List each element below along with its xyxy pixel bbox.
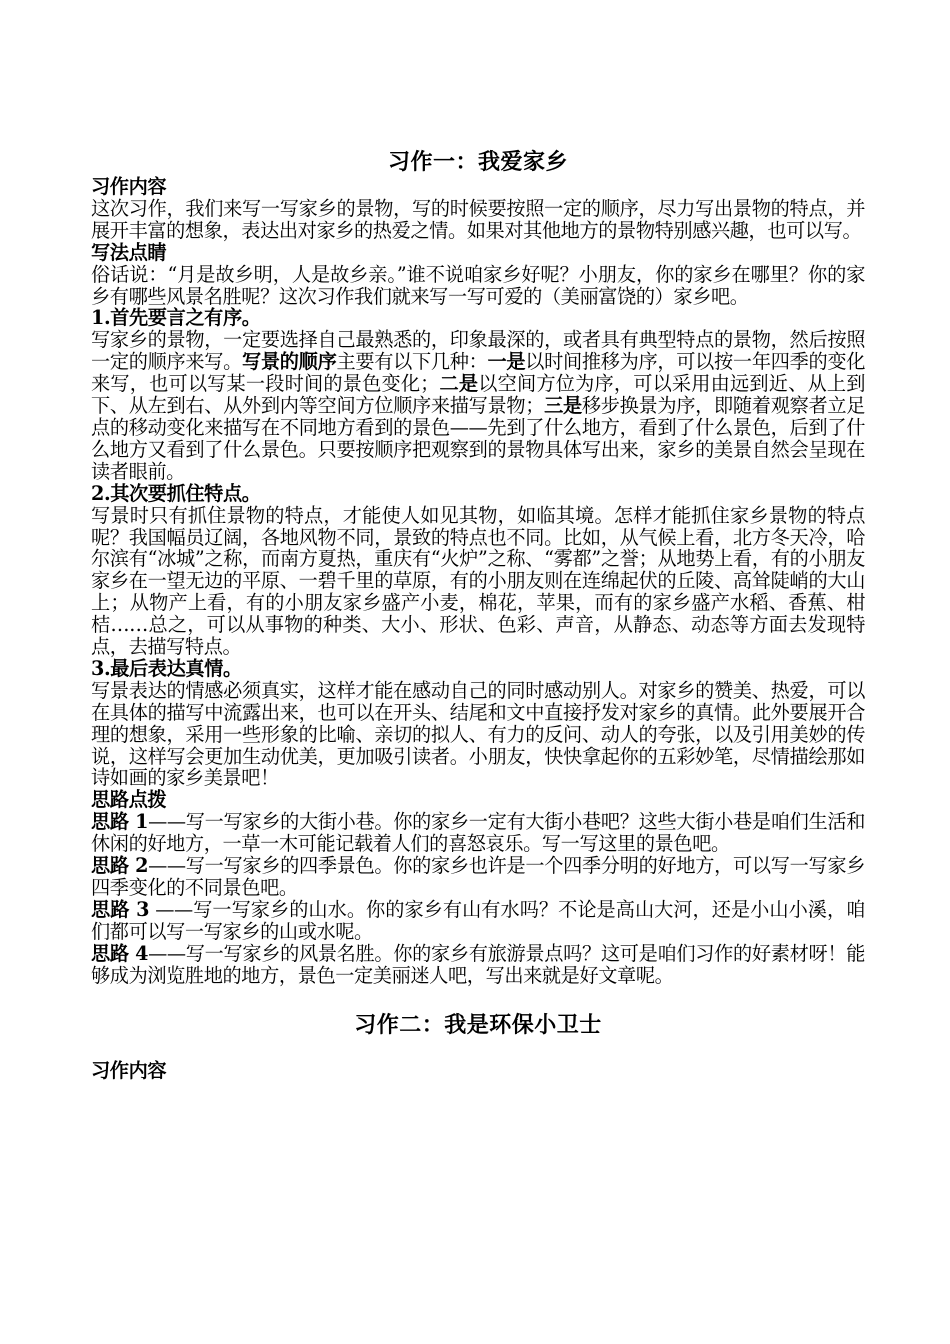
idea-text: ——写一写家乡的大街小巷。你的家乡一定有大街小巷吧？这些大街小巷是咱们生活和休闲的好地方，一草一木可能记载着人们的喜怒哀乐。写一写这里的景色吧。 [91,810,865,856]
idea-label: 思路 2 [91,854,149,878]
point3-heading: 3.最后表达真情。 [91,656,242,680]
essay1-content-text: 这次习作，我们来写一写家乡的景物，写的时候要按照一定的顺序，尽力写出景物的特点，并展开丰富的想象，表达出对家乡的热爱之情。如果对其他地方的景物特别感兴趣，也可以写。 [91,196,865,242]
point1-bold-order: 写景的顺序 [242,350,337,374]
point1-text-e: 以时间推移为序，可以按一年四季的变化来写，也可以写某一段时间的景色变化； [91,350,866,396]
idea-item [91,855,865,899]
point1-bold-first: 一是 [487,350,526,374]
idea-item [91,943,865,987]
idea-text: ——写一写家乡的四季景色。你的家乡也许是一个四季分明的好地方，可以写一写家乡四季变化的不同景色吧。 [91,854,865,899]
idea-label: 思路 3 [91,897,150,921]
essay1-content-heading: 习作内容 [91,175,167,198]
point2-text: 写景时只有抓住景物的特点，才能使人如见其物，如临其境。怎样才能抓住家乡景物的特点呢？我国幅员辽阔，各地风物不同，景致的特点也不同。比如，从气候上看，北方冬天冷，哈尔滨有“冰城”之称，而南方夏热，重庆有“火炉”之称、“雾都”之誉；从地势上看，有的小朋友家乡在一望无边的平原、一碧千里的草原，有的小朋友则在连绵起伏的丘陵、高耸陡峭的大山上；从物产上看，有的小朋友家乡盛产小麦，棉花，苹果，而有的家乡盛产水稻、香蕉、柑桔……总之，可以从事物的种类、大小、形状、色彩、声音，从静态、动态等方面去发现特点，去描写特点。 [91,503,865,659]
point1-paragraph [91,329,865,482]
point2-heading: 2.其次要抓住特点。 [91,481,261,505]
essay1-method-intro: 俗话说：“月是故乡明，人是故乡亲。”谁不说咱家乡好呢？小朋友，你的家乡在哪里？你的家乡有哪些风景名胜呢？这次习作我们就来写一写可爱的（美丽富饶的）家乡吧。 [91,262,865,308]
idea-label: 思路 4 [91,941,149,965]
essay2-content-heading: 习作内容 [91,1058,167,1082]
point1-text-g: 以空间方位为序，可以采用由远到近、从上到下、从左到右、从外到内等空间方位顺序来描写景物； [91,372,866,418]
point1-bold-third: 三是 [544,394,582,418]
idea-item [91,811,865,855]
document-page [91,0,865,1081]
point1-text-i: 移步换景为序，即随着观察者立足点的移动变化来描写在不同地方看到的景色——先到了什么地方，看到了什么景色，后到了什么地方又看到了什么景色。只要按顺序把观察到的景物具体写出来，家乡的美景自然会呈现在读者眼前。 [91,394,865,483]
essay1-method-heading: 写法点睛 [91,240,167,264]
point1-bold-second: 二是 [438,372,479,396]
point1-text-a: 写家乡的景物，一定要选择自己最熟悉的，印象最深的，或者具有典型特点的景物，然后按照一定的顺序来写。 [91,328,865,374]
essay1-title: 习作一：我爱家乡 [387,149,568,175]
point3-text: 写景表达的情感必须真实，这样才能在感动自己的同时感动别人。对家乡的赞美、热爱，可以在具体的描写中流露出来，也可以在开头、结尾和文中直接抒发对家乡的真情。此外要展开合理的想象，采用一些形象的比喻、亲切的拟人、有力的反问、动人的夸张，以及引用美妙的传说，这样写会更加生动优美，更加吸引读者。小朋友，快快拿起你的五彩妙笔，尽情描绘那如诗如画的家乡美景吧！ [91,678,865,790]
idea-label: 思路 1 [91,810,149,834]
essay2-title: 习作二：我是环保小卫士 [354,1011,602,1038]
idea-item [91,899,865,943]
point1-text-c: 主要有以下几种： [336,350,488,374]
idea-text: ——写一写家乡的山水。你的家乡有山有水吗？不论是高山大河，还是小山小溪，咱们都可以写一写家乡的山或水呢。 [91,897,865,943]
ideas-heading: 思路点拨 [91,788,167,812]
idea-text: ——写一写家乡的风景名胜。你的家乡有旅游景点吗？这可是咱们习作的好素材呀！能够成为浏览胜地的地方，景色一定美丽迷人吧，写出来就是好文章呢。 [91,941,865,987]
point1-heading: 1.首先要言之有序。 [91,306,261,330]
